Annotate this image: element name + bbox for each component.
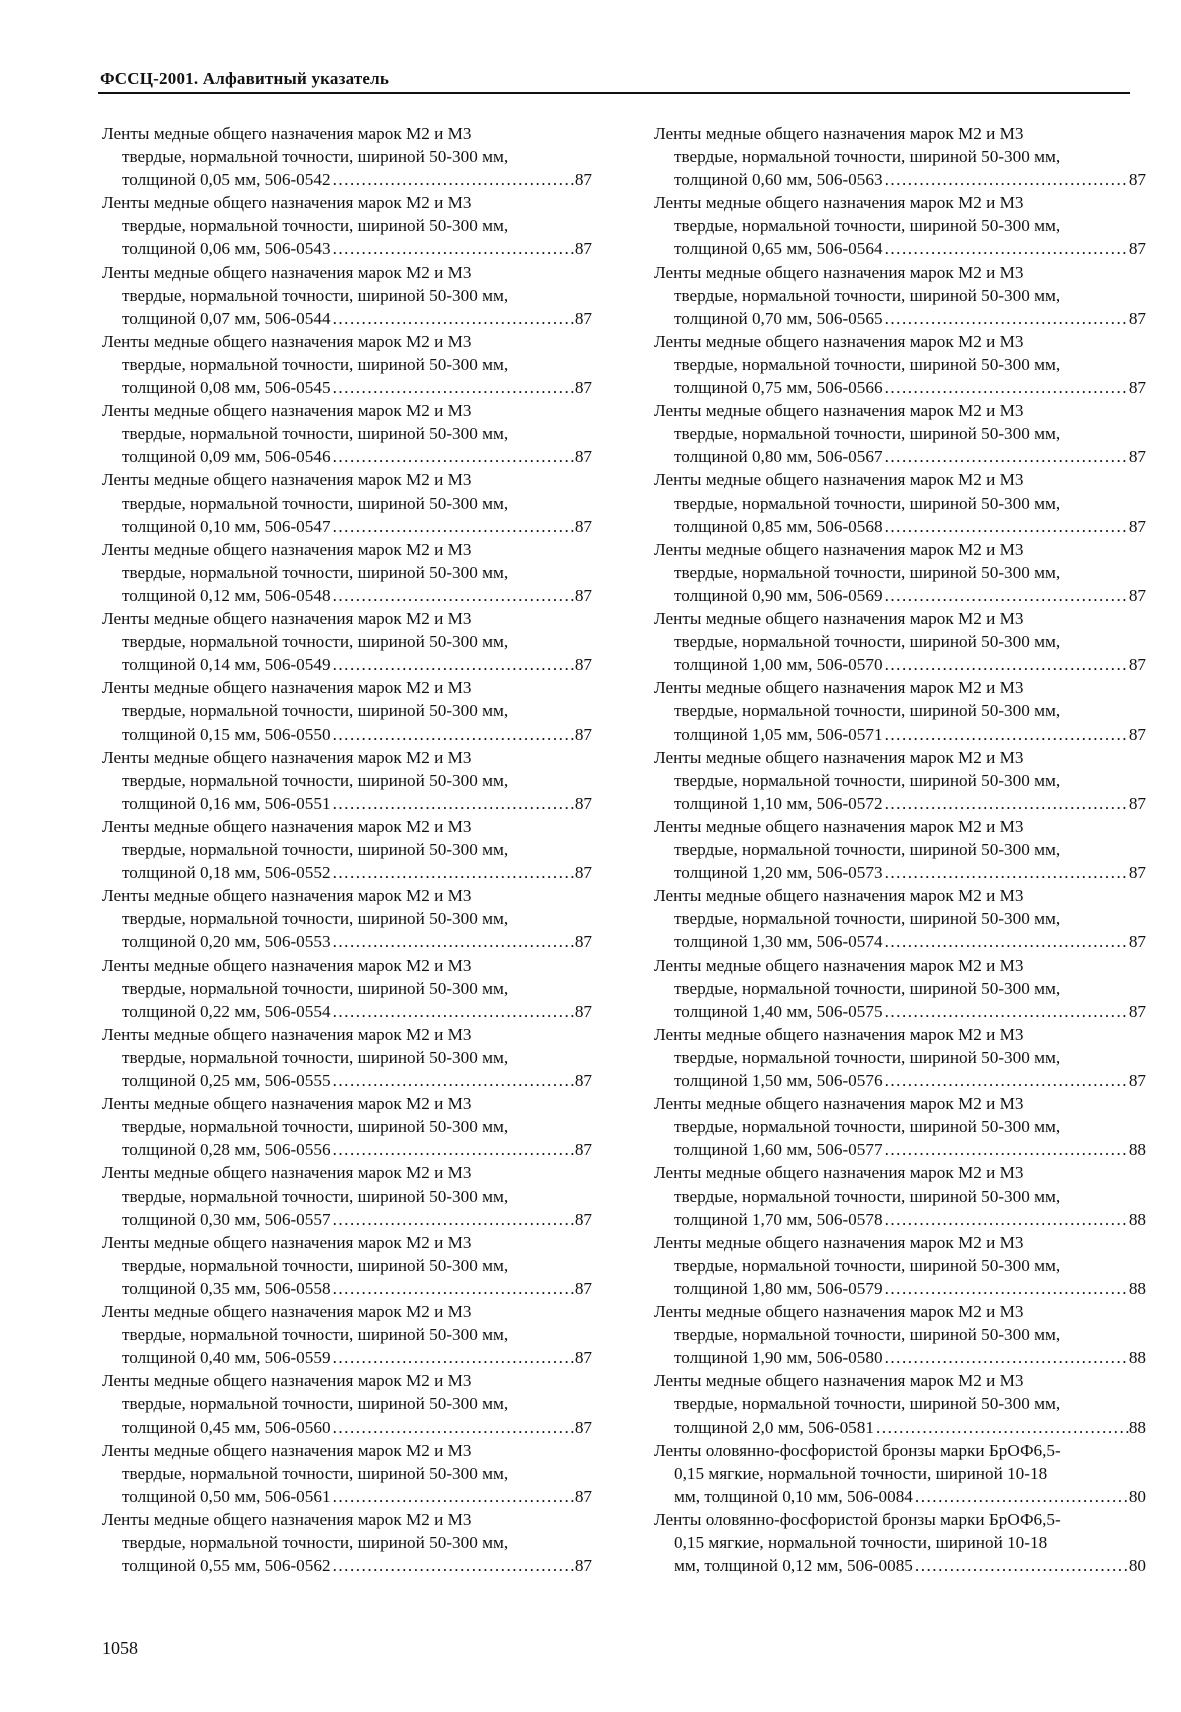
- index-entry: [102, 884, 592, 953]
- entry-description-line: твердые, нормальной точности, шириной 50-300 мм,: [674, 1117, 1061, 1137]
- entry-page-ref: 87: [1128, 724, 1146, 744]
- index-entry: [102, 746, 592, 815]
- entry-page-ref: 87: [574, 447, 592, 467]
- entry-description-line: твердые, нормальной точности, шириной 50-300 мм,: [674, 1325, 1061, 1345]
- entry-code-text: толщиной 0,28 мм, 506-0556: [122, 1140, 331, 1160]
- entry-page-ref: 87: [574, 932, 592, 952]
- entry-code-line: [102, 1554, 592, 1577]
- entry-description-line: твердые, нормальной точности, шириной 50-300 мм,: [674, 424, 1061, 444]
- entry-description-line: твердые, нормальной точности, шириной 50-300 мм,: [674, 1255, 1061, 1275]
- dot-leader: [331, 723, 575, 746]
- entry-page-ref: 80: [1128, 1556, 1146, 1576]
- entry-code-line: [654, 1416, 1146, 1439]
- entry-code-text: толщиной 0,05 мм, 506-0542: [122, 170, 331, 190]
- entry-description-line: твердые, нормальной точности, шириной 50-300 мм,: [122, 147, 509, 167]
- index-entry: [102, 538, 592, 607]
- entry-description-line: твердые, нормальной точности, шириной 50-300 мм,: [122, 909, 509, 929]
- entry-title-line: Ленты медные общего назначения марок М2 и М3: [654, 886, 1024, 906]
- dot-leader: [331, 1416, 575, 1439]
- entry-code-text: толщиной 0,45 мм, 506-0560: [122, 1417, 331, 1437]
- index-entry: [654, 261, 1146, 330]
- entry-page-ref: 87: [1128, 655, 1146, 675]
- entry-page-ref: 87: [1128, 447, 1146, 467]
- entry-code-text: толщиной 0,50 мм, 506-0561: [122, 1486, 331, 1506]
- entry-title-line: Ленты медные общего назначения марок М2 и М3: [102, 124, 472, 143]
- entry-title-line: Ленты медные общего назначения марок М2 и М3: [102, 1371, 472, 1391]
- entry-title-line: Ленты медные общего назначения марок М2 и М3: [654, 262, 1024, 282]
- entry-description-line: твердые, нормальной точности, шириной 50-300 мм,: [122, 1047, 509, 1067]
- entry-description-line: твердые, нормальной точности, шириной 50-300 мм,: [122, 1325, 509, 1345]
- entry-description-line: твердые, нормальной точности, шириной 50-300 мм,: [122, 1533, 509, 1553]
- dot-leader: [883, 1346, 1129, 1369]
- entry-title-line: Ленты медные общего назначения марок М2 и М3: [654, 1024, 1024, 1044]
- entry-page-ref: 87: [1128, 863, 1146, 883]
- entry-title-line: Ленты медные общего назначения марок М2 и М3: [102, 1302, 472, 1322]
- entry-code-line: [654, 1208, 1146, 1231]
- entry-page-ref: 87: [574, 239, 592, 259]
- entry-page-ref: 87: [574, 1278, 592, 1298]
- entry-code-line: [102, 1208, 592, 1231]
- entry-code-text: толщиной 1,05 мм, 506-0571: [674, 724, 883, 744]
- entry-title-line: Ленты медные общего назначения марок М2 и М3: [102, 955, 472, 975]
- entry-code-line: [102, 1416, 592, 1439]
- index-entry: [654, 1231, 1146, 1300]
- entry-title-line: Ленты медные общего назначения марок М2 и М3: [102, 331, 472, 351]
- entry-description-line: 0,15 мягкие, нормальной точности, шириной 10-18: [674, 1463, 1048, 1483]
- entry-code-text: толщиной 1,80 мм, 506-0579: [674, 1278, 883, 1298]
- index-entry: [654, 1369, 1146, 1438]
- entry-title-line: Ленты медные общего назначения марок М2 и М3: [102, 609, 472, 629]
- entry-page-ref: 87: [574, 585, 592, 605]
- entry-code-line: [654, 376, 1146, 399]
- index-entry: [102, 1300, 592, 1369]
- entry-description-line: твердые, нормальной точности, шириной 50-300 мм,: [122, 770, 509, 790]
- entry-page-ref: 87: [574, 1486, 592, 1506]
- index-entry: [654, 1092, 1146, 1161]
- entry-code-line: [654, 1138, 1146, 1161]
- entry-code-text: толщиной 0,35 мм, 506-0558: [122, 1278, 331, 1298]
- entry-page-ref: 87: [1128, 516, 1146, 536]
- entry-page-ref: 87: [1128, 170, 1146, 190]
- entry-title-line: Ленты оловянно-фосфористой бронзы марки БрОФ6,5-: [654, 1440, 1061, 1460]
- entry-title-line: Ленты медные общего назначения марок М2 и М3: [102, 401, 472, 421]
- dot-leader: [331, 445, 575, 468]
- dot-leader: [883, 1069, 1129, 1092]
- index-entry: [102, 1092, 592, 1161]
- entry-page-ref: 87: [574, 378, 592, 398]
- entry-code-line: [102, 930, 592, 953]
- index-entry: [654, 1439, 1146, 1508]
- dot-leader: [331, 307, 575, 330]
- dot-leader: [331, 1346, 575, 1369]
- entry-description-line: твердые, нормальной точности, шириной 50-300 мм,: [122, 562, 509, 582]
- entry-code-line: [654, 653, 1146, 676]
- entry-code-text: толщиной 0,22 мм, 506-0554: [122, 1001, 331, 1021]
- index-entry: [102, 191, 592, 260]
- entry-code-line: [654, 792, 1146, 815]
- entry-title-line: Ленты медные общего назначения марок М2 и М3: [654, 124, 1024, 143]
- entry-title-line: Ленты медные общего назначения марок М2 и М3: [102, 539, 472, 559]
- entry-code-line: [102, 237, 592, 260]
- entry-page-ref: 87: [574, 516, 592, 536]
- entry-code-line: [102, 861, 592, 884]
- index-entry: [102, 1508, 592, 1577]
- entry-title-line: Ленты медные общего назначения марок М2 и М3: [102, 1440, 472, 1460]
- entry-code-text: толщиной 1,60 мм, 506-0577: [674, 1140, 883, 1160]
- entry-description-line: твердые, нормальной точности, шириной 50-300 мм,: [674, 285, 1061, 305]
- entry-code-text: толщиной 0,60 мм, 506-0563: [674, 170, 883, 190]
- entry-description-line: твердые, нормальной точности, шириной 50-300 мм,: [122, 1394, 509, 1414]
- index-column-right: [654, 122, 1146, 1577]
- entry-title-line: Ленты медные общего назначения марок М2 и М3: [654, 678, 1024, 698]
- index-entry: [654, 1300, 1146, 1369]
- entry-code-line: [102, 445, 592, 468]
- running-header: [98, 68, 1130, 94]
- dot-leader: [883, 653, 1129, 676]
- entry-code-text: толщиной 0,75 мм, 506-0566: [674, 378, 883, 398]
- index-entry: [654, 468, 1146, 537]
- entry-code-line: [102, 792, 592, 815]
- index-column-left: [102, 122, 592, 1577]
- entry-title-line: Ленты медные общего назначения марок М2 и М3: [102, 747, 472, 767]
- header-title: ФССЦ-2001. Алфавитный указатель: [100, 69, 390, 88]
- entry-code-text: толщиной 0,80 мм, 506-0567: [674, 447, 883, 467]
- entry-code-text: толщиной 0,25 мм, 506-0555: [122, 1071, 331, 1091]
- entry-description-line: твердые, нормальной точности, шириной 50-300 мм,: [122, 978, 509, 998]
- index-entry: [102, 1369, 592, 1438]
- dot-leader: [913, 1485, 1129, 1508]
- entry-title-line: Ленты медные общего назначения марок М2 и М3: [654, 1094, 1024, 1114]
- entry-code-text: толщиной 0,40 мм, 506-0559: [122, 1348, 331, 1368]
- dot-leader: [883, 1277, 1129, 1300]
- entry-code-line: [102, 1277, 592, 1300]
- entry-code-text: толщиной 1,30 мм, 506-0574: [674, 932, 883, 952]
- index-entry: [102, 1023, 592, 1092]
- dot-leader: [883, 237, 1129, 260]
- entry-code-line: [654, 1277, 1146, 1300]
- dot-leader: [331, 1138, 575, 1161]
- entry-code-line: [654, 237, 1146, 260]
- entry-description-line: твердые, нормальной точности, шириной 50-300 мм,: [122, 424, 509, 444]
- dot-leader: [331, 1277, 575, 1300]
- entry-code-line: [102, 168, 592, 191]
- entry-code-text: толщиной 0,65 мм, 506-0564: [674, 239, 883, 259]
- dot-leader: [331, 861, 575, 884]
- entry-title-line: Ленты медные общего назначения марок М2 и М3: [654, 816, 1024, 836]
- dot-leader: [883, 376, 1129, 399]
- index-entry: [102, 676, 592, 745]
- index-entry: [654, 884, 1146, 953]
- entry-page-ref: 87: [1128, 239, 1146, 259]
- entry-description-line: твердые, нормальной точности, шириной 50-300 мм,: [122, 493, 509, 513]
- entry-title-line: Ленты медные общего назначения марок М2 и М3: [102, 678, 472, 698]
- entry-code-text: толщиной 0,20 мм, 506-0553: [122, 932, 331, 952]
- entry-page-ref: 88: [1128, 1417, 1146, 1437]
- index-entry: [102, 122, 592, 191]
- entry-description-line: твердые, нормальной точности, шириной 50-300 мм,: [122, 1463, 509, 1483]
- entry-code-text: толщиной 1,40 мм, 506-0575: [674, 1001, 883, 1021]
- entry-page-ref: 87: [1128, 585, 1146, 605]
- index-entry: [654, 815, 1146, 884]
- entry-code-line: [102, 723, 592, 746]
- entry-description-line: твердые, нормальной точности, шириной 50-300 мм,: [674, 1047, 1061, 1067]
- entry-description-line: твердые, нормальной точности, шириной 50-300 мм,: [122, 840, 509, 860]
- dot-leader: [331, 584, 575, 607]
- entry-code-text: толщиной 0,10 мм, 506-0547: [122, 516, 331, 536]
- entry-code-line: [102, 584, 592, 607]
- dot-leader: [883, 515, 1129, 538]
- entry-title-line: Ленты медные общего назначения марок М2 и М3: [102, 1509, 472, 1529]
- entry-code-text: толщиной 1,10 мм, 506-0572: [674, 793, 883, 813]
- entry-description-line: твердые, нормальной точности, шириной 50-300 мм,: [674, 632, 1061, 652]
- index-entry: [102, 954, 592, 1023]
- entry-code-line: [654, 723, 1146, 746]
- entry-code-line: [102, 376, 592, 399]
- entry-description-line: твердые, нормальной точности, шириной 50-300 мм,: [122, 354, 509, 374]
- entry-code-text: толщиной 0,06 мм, 506-0543: [122, 239, 331, 259]
- entry-description-line: твердые, нормальной точности, шириной 50-300 мм,: [122, 701, 509, 721]
- dot-leader: [874, 1416, 1129, 1439]
- index-entry: [654, 676, 1146, 745]
- entry-description-line: твердые, нормальной точности, шириной 50-300 мм,: [122, 632, 509, 652]
- dot-leader: [913, 1554, 1129, 1577]
- index-entry: [654, 954, 1146, 1023]
- entry-code-text: толщиной 0,70 мм, 506-0565: [674, 308, 883, 328]
- entry-description-line: твердые, нормальной точности, шириной 50-300 мм,: [122, 1117, 509, 1137]
- dot-leader: [883, 168, 1129, 191]
- entry-page-ref: 87: [1128, 308, 1146, 328]
- entry-page-ref: 87: [574, 1140, 592, 1160]
- entry-page-ref: 87: [574, 655, 592, 675]
- entry-description-line: твердые, нормальной точности, шириной 50-300 мм,: [122, 1186, 509, 1206]
- index-entry: [102, 815, 592, 884]
- entry-code-line: [102, 1069, 592, 1092]
- dot-leader: [883, 930, 1129, 953]
- page-number: 1058: [102, 1638, 138, 1658]
- entry-title-line: Ленты медные общего назначения марок М2 и М3: [654, 331, 1024, 351]
- index-entry: [102, 261, 592, 330]
- entry-page-ref: 87: [574, 170, 592, 190]
- entry-title-line: Ленты медные общего назначения марок М2 и М3: [654, 539, 1024, 559]
- entry-page-ref: 87: [1128, 1001, 1146, 1021]
- entry-code-line: [654, 168, 1146, 191]
- entry-code-line: [102, 1138, 592, 1161]
- entry-title-line: Ленты оловянно-фосфористой бронзы марки БрОФ6,5-: [654, 1509, 1061, 1529]
- entry-page-ref: 80: [1128, 1486, 1146, 1506]
- entry-code-line: [654, 1554, 1146, 1577]
- dot-leader: [331, 1208, 575, 1231]
- entry-code-text: толщиной 1,90 мм, 506-0580: [674, 1348, 883, 1368]
- entry-code-line: [654, 930, 1146, 953]
- entry-page-ref: 87: [1128, 1071, 1146, 1091]
- index-entry: [654, 399, 1146, 468]
- entry-title-line: Ленты медные общего назначения марок М2 и М3: [102, 1094, 472, 1114]
- entry-code-line: [654, 1069, 1146, 1092]
- entry-code-text: толщиной 0,90 мм, 506-0569: [674, 585, 883, 605]
- entry-description-line: твердые, нормальной точности, шириной 50-300 мм,: [674, 909, 1061, 929]
- entry-code-line: [654, 445, 1146, 468]
- entry-page-ref: 87: [574, 308, 592, 328]
- dot-leader: [331, 930, 575, 953]
- entry-title-line: Ленты медные общего назначения марок М2 и М3: [654, 1232, 1024, 1252]
- entry-code-line: [102, 515, 592, 538]
- entry-page-ref: 87: [1128, 793, 1146, 813]
- entry-title-line: Ленты медные общего назначения марок М2 и М3: [654, 193, 1024, 213]
- index-entry: [102, 330, 592, 399]
- entry-description-line: твердые, нормальной точности, шириной 50-300 мм,: [674, 1186, 1061, 1206]
- dot-leader: [331, 515, 575, 538]
- entry-description-line: твердые, нормальной точности, шириной 50-300 мм,: [122, 216, 509, 236]
- index-entry: [102, 468, 592, 537]
- index-entry: [102, 1231, 592, 1300]
- entry-code-text: толщиной 1,50 мм, 506-0576: [674, 1071, 883, 1091]
- entry-code-line: [102, 1000, 592, 1023]
- entry-code-text: толщиной 0,30 мм, 506-0557: [122, 1209, 331, 1229]
- dot-leader: [331, 653, 575, 676]
- entry-page-ref: 87: [574, 724, 592, 744]
- dot-leader: [331, 1485, 575, 1508]
- entry-code-line: [654, 1485, 1146, 1508]
- entry-code-text: толщиной 0,09 мм, 506-0546: [122, 447, 331, 467]
- entry-title-line: Ленты медные общего назначения марок М2 и М3: [102, 262, 472, 282]
- entry-code-text: толщиной 1,20 мм, 506-0573: [674, 863, 883, 883]
- index-entry: [102, 399, 592, 468]
- entry-code-line: [654, 1000, 1146, 1023]
- entry-page-ref: 87: [574, 863, 592, 883]
- entry-page-ref: 87: [574, 1209, 592, 1229]
- entry-code-text: толщиной 0,18 мм, 506-0552: [122, 863, 331, 883]
- entry-title-line: Ленты медные общего назначения марок М2 и М3: [654, 1163, 1024, 1183]
- entry-title-line: Ленты медные общего назначения марок М2 и М3: [102, 193, 472, 213]
- entry-code-line: [654, 861, 1146, 884]
- index-entry: [654, 330, 1146, 399]
- entry-page-ref: 87: [1128, 378, 1146, 398]
- dot-leader: [883, 307, 1129, 330]
- entry-page-ref: 87: [574, 1071, 592, 1091]
- dot-leader: [883, 861, 1129, 884]
- entry-page-ref: 87: [574, 1556, 592, 1576]
- entry-title-line: Ленты медные общего назначения марок М2 и М3: [654, 955, 1024, 975]
- index-entry: [654, 607, 1146, 676]
- dot-leader: [883, 723, 1129, 746]
- entry-description-line: твердые, нормальной точности, шириной 50-300 мм,: [674, 562, 1061, 582]
- entry-title-line: Ленты медные общего назначения марок М2 и М3: [102, 1232, 472, 1252]
- entry-title-line: Ленты медные общего назначения марок М2 и М3: [654, 609, 1024, 629]
- entry-title-line: Ленты медные общего назначения марок М2 и М3: [654, 747, 1024, 767]
- entry-code-line: [654, 307, 1146, 330]
- entry-code-text: толщиной 0,07 мм, 506-0544: [122, 308, 331, 328]
- entry-page-ref: 88: [1128, 1209, 1146, 1229]
- dot-leader: [883, 445, 1129, 468]
- dot-leader: [331, 1000, 575, 1023]
- entry-code-text: толщиной 0,12 мм, 506-0548: [122, 585, 331, 605]
- entry-title-line: Ленты медные общего назначения марок М2 и М3: [654, 1302, 1024, 1322]
- entry-code-text: мм, толщиной 0,10 мм, 506-0084: [674, 1486, 913, 1506]
- index-entry: [102, 1439, 592, 1508]
- entry-title-line: Ленты медные общего назначения марок М2 и М3: [654, 401, 1024, 421]
- entry-description-line: твердые, нормальной точности, шириной 50-300 мм,: [122, 1255, 509, 1275]
- entry-code-line: [102, 653, 592, 676]
- entry-code-text: толщиной 1,70 мм, 506-0578: [674, 1209, 883, 1229]
- entry-code-line: [654, 1346, 1146, 1369]
- entry-code-line: [102, 1485, 592, 1508]
- entry-code-text: толщиной 0,55 мм, 506-0562: [122, 1556, 331, 1576]
- entry-page-ref: 87: [574, 1417, 592, 1437]
- entry-description-line: твердые, нормальной точности, шириной 50-300 мм,: [122, 285, 509, 305]
- index-entry: [102, 1161, 592, 1230]
- entry-code-text: толщиной 0,16 мм, 506-0551: [122, 793, 331, 813]
- entry-page-ref: 87: [574, 1348, 592, 1368]
- dot-leader: [331, 1069, 575, 1092]
- entry-title-line: Ленты медные общего назначения марок М2 и М3: [102, 886, 472, 906]
- entry-description-line: твердые, нормальной точности, шириной 50-300 мм,: [674, 354, 1061, 374]
- dot-leader: [331, 1554, 575, 1577]
- dot-leader: [883, 1208, 1129, 1231]
- index-entry: [654, 122, 1146, 191]
- entry-description-line: 0,15 мягкие, нормальной точности, шириной 10-18: [674, 1533, 1048, 1553]
- dot-leader: [883, 584, 1129, 607]
- index-entry: [654, 1508, 1146, 1577]
- entry-description-line: твердые, нормальной точности, шириной 50-300 мм,: [674, 1394, 1061, 1414]
- dot-leader: [331, 792, 575, 815]
- entry-description-line: твердые, нормальной точности, шириной 50-300 мм,: [674, 147, 1061, 167]
- entry-page-ref: 88: [1128, 1348, 1146, 1368]
- entry-code-line: [654, 584, 1146, 607]
- entry-title-line: Ленты медные общего назначения марок М2 и М3: [102, 1024, 472, 1044]
- entry-page-ref: 88: [1128, 1140, 1146, 1160]
- entry-page-ref: 87: [574, 1001, 592, 1021]
- entry-page-ref: 87: [1128, 932, 1146, 952]
- entry-description-line: твердые, нормальной точности, шириной 50-300 мм,: [674, 216, 1061, 236]
- entry-title-line: Ленты медные общего назначения марок М2 и М3: [102, 816, 472, 836]
- dot-leader: [883, 1000, 1129, 1023]
- entry-description-line: твердые, нормальной точности, шириной 50-300 мм,: [674, 978, 1061, 998]
- entry-page-ref: 87: [574, 793, 592, 813]
- entry-code-text: толщиной 2,0 мм, 506-0581: [674, 1417, 874, 1437]
- index-entry: [654, 1023, 1146, 1092]
- index-entry: [654, 191, 1146, 260]
- entry-description-line: твердые, нормальной точности, шириной 50-300 мм,: [674, 701, 1061, 721]
- entry-code-text: толщиной 1,00 мм, 506-0570: [674, 655, 883, 675]
- dot-leader: [883, 792, 1129, 815]
- entry-code-text: толщиной 0,15 мм, 506-0550: [122, 724, 331, 744]
- index-entry: [654, 538, 1146, 607]
- index-entry: [102, 607, 592, 676]
- entry-code-text: толщиной 0,85 мм, 506-0568: [674, 516, 883, 536]
- entry-code-text: толщиной 0,08 мм, 506-0545: [122, 378, 331, 398]
- entry-title-line: Ленты медные общего назначения марок М2 и М3: [102, 470, 472, 490]
- entry-description-line: твердые, нормальной точности, шириной 50-300 мм,: [674, 770, 1061, 790]
- index-entry: [654, 746, 1146, 815]
- entry-code-line: [102, 1346, 592, 1369]
- dot-leader: [331, 168, 575, 191]
- entry-description-line: твердые, нормальной точности, шириной 50-300 мм,: [674, 493, 1061, 513]
- dot-leader: [331, 376, 575, 399]
- entry-title-line: Ленты медные общего назначения марок М2 и М3: [102, 1163, 472, 1183]
- entry-description-line: твердые, нормальной точности, шириной 50-300 мм,: [674, 840, 1061, 860]
- dot-leader: [331, 237, 575, 260]
- entry-title-line: Ленты медные общего назначения марок М2 и М3: [654, 1371, 1024, 1391]
- entry-code-text: толщиной 0,14 мм, 506-0549: [122, 655, 331, 675]
- entry-title-line: Ленты медные общего назначения марок М2 и М3: [654, 470, 1024, 490]
- entry-page-ref: 88: [1128, 1278, 1146, 1298]
- entry-code-text: мм, толщиной 0,12 мм, 506-0085: [674, 1556, 913, 1576]
- entry-code-line: [102, 307, 592, 330]
- index-entry: [654, 1161, 1146, 1230]
- dot-leader: [883, 1138, 1129, 1161]
- entry-code-line: [654, 515, 1146, 538]
